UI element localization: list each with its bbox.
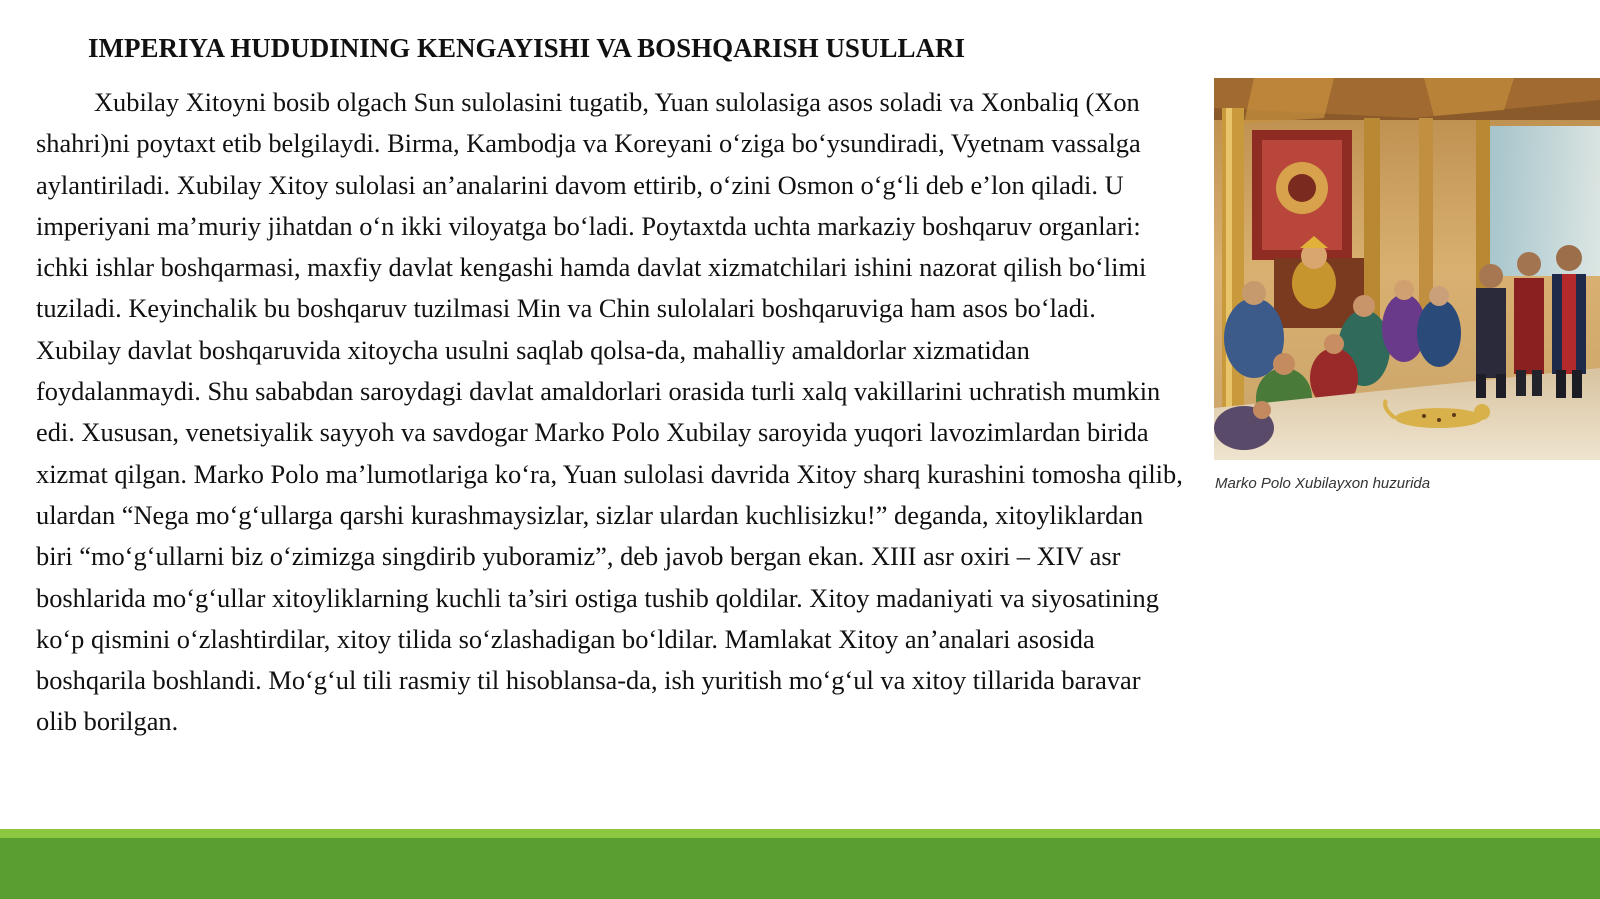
marco-polo-illustration — [1214, 78, 1600, 460]
footer-stripe-light — [0, 829, 1600, 838]
body-paragraph: Xubilay Xitoyni bosib olgach Sun sulolasini tugatib, Yuan sulolasiga asos soladi va Xonbaliq (Xon shahri)ni poytaxt etib belgilaydi. Birma, Kambodja va Koreyani o‘ziga bo‘ysundiradi, Vyetnam vassalga aylantiriladi. Xubilay Xitoy sulolasi an’analarini davom ettirib, o‘zini Osmon o‘g‘li deb e’lon qiladi. U imperiyani ma’muriy jihatdan o‘n ikki viloyatga bo‘ladi. Poytaxtda uchta markaziy boshqaruv organlari: ichki ishlar boshqarmasi, maxfiy davlat kengashi hamda davlat xizmatchilari ishini nazorat qilish bo‘limi tuziladi. Keyinchalik bu boshqaruv tuzilmasi Min va Chin sulolalari boshqaruviga ham asos bo‘ladi. Xubilay davlat boshqaruvida xitoycha usulni saqlab qolsa-da, mahalliy amaldorlar xizmatidan foydalanmaydi. Shu sababdan saroydagi davlat amaldorlari orasida turli xalq vakillarini uchratish mumkin edi. Xususan, venetsiyalik sayyoh va savdogar Marko Polo Xubilay saroyida yuqori lavozimlardan birida xizmat qilgan. Marko Polo ma’lumotlariga ko‘ra, Yuan sulolasi davrida Xitoy sharq kurashini tomosha qilib, ulardan “Nega mo‘g‘ullarga qarshi kurashmaysizlar, sizlar ulardan kuchlisizku!” deganda, xitoyliklardan biri “mo‘g‘ullarni biz o‘zimizga singdirib yuboramiz”, deb javob bergan ekan. XIII asr oxiri – XIV asr boshlarida mo‘g‘ullar xitoyliklarning kuchli ta’siri ostiga tushib qoldilar. Xitoy madaniyati va siyosatining ko‘p qismini o‘zlashtirdilar, xitoy tilida so‘zlashadigan bo‘ldilar. Mamlakat Xitoy an’analari asosida boshqarila boshlandi. Mo‘g‘ul tili rasmiy til hisoblansa-da, ish yuritish mo‘g‘ul va xitoy tillarida baravar olib borilgan. — [36, 87, 1183, 737]
footer-band — [0, 829, 1600, 899]
footer-stripe-dark — [0, 838, 1600, 899]
slide-title: IMPERIYA HUDUDINING KENGAYISHI VA BOSHQARISH USULLARI — [88, 33, 965, 63]
palace-audience-illustration — [1214, 78, 1600, 460]
figure-caption: Marko Polo Xubilayxon huzurida — [1215, 475, 1431, 492]
